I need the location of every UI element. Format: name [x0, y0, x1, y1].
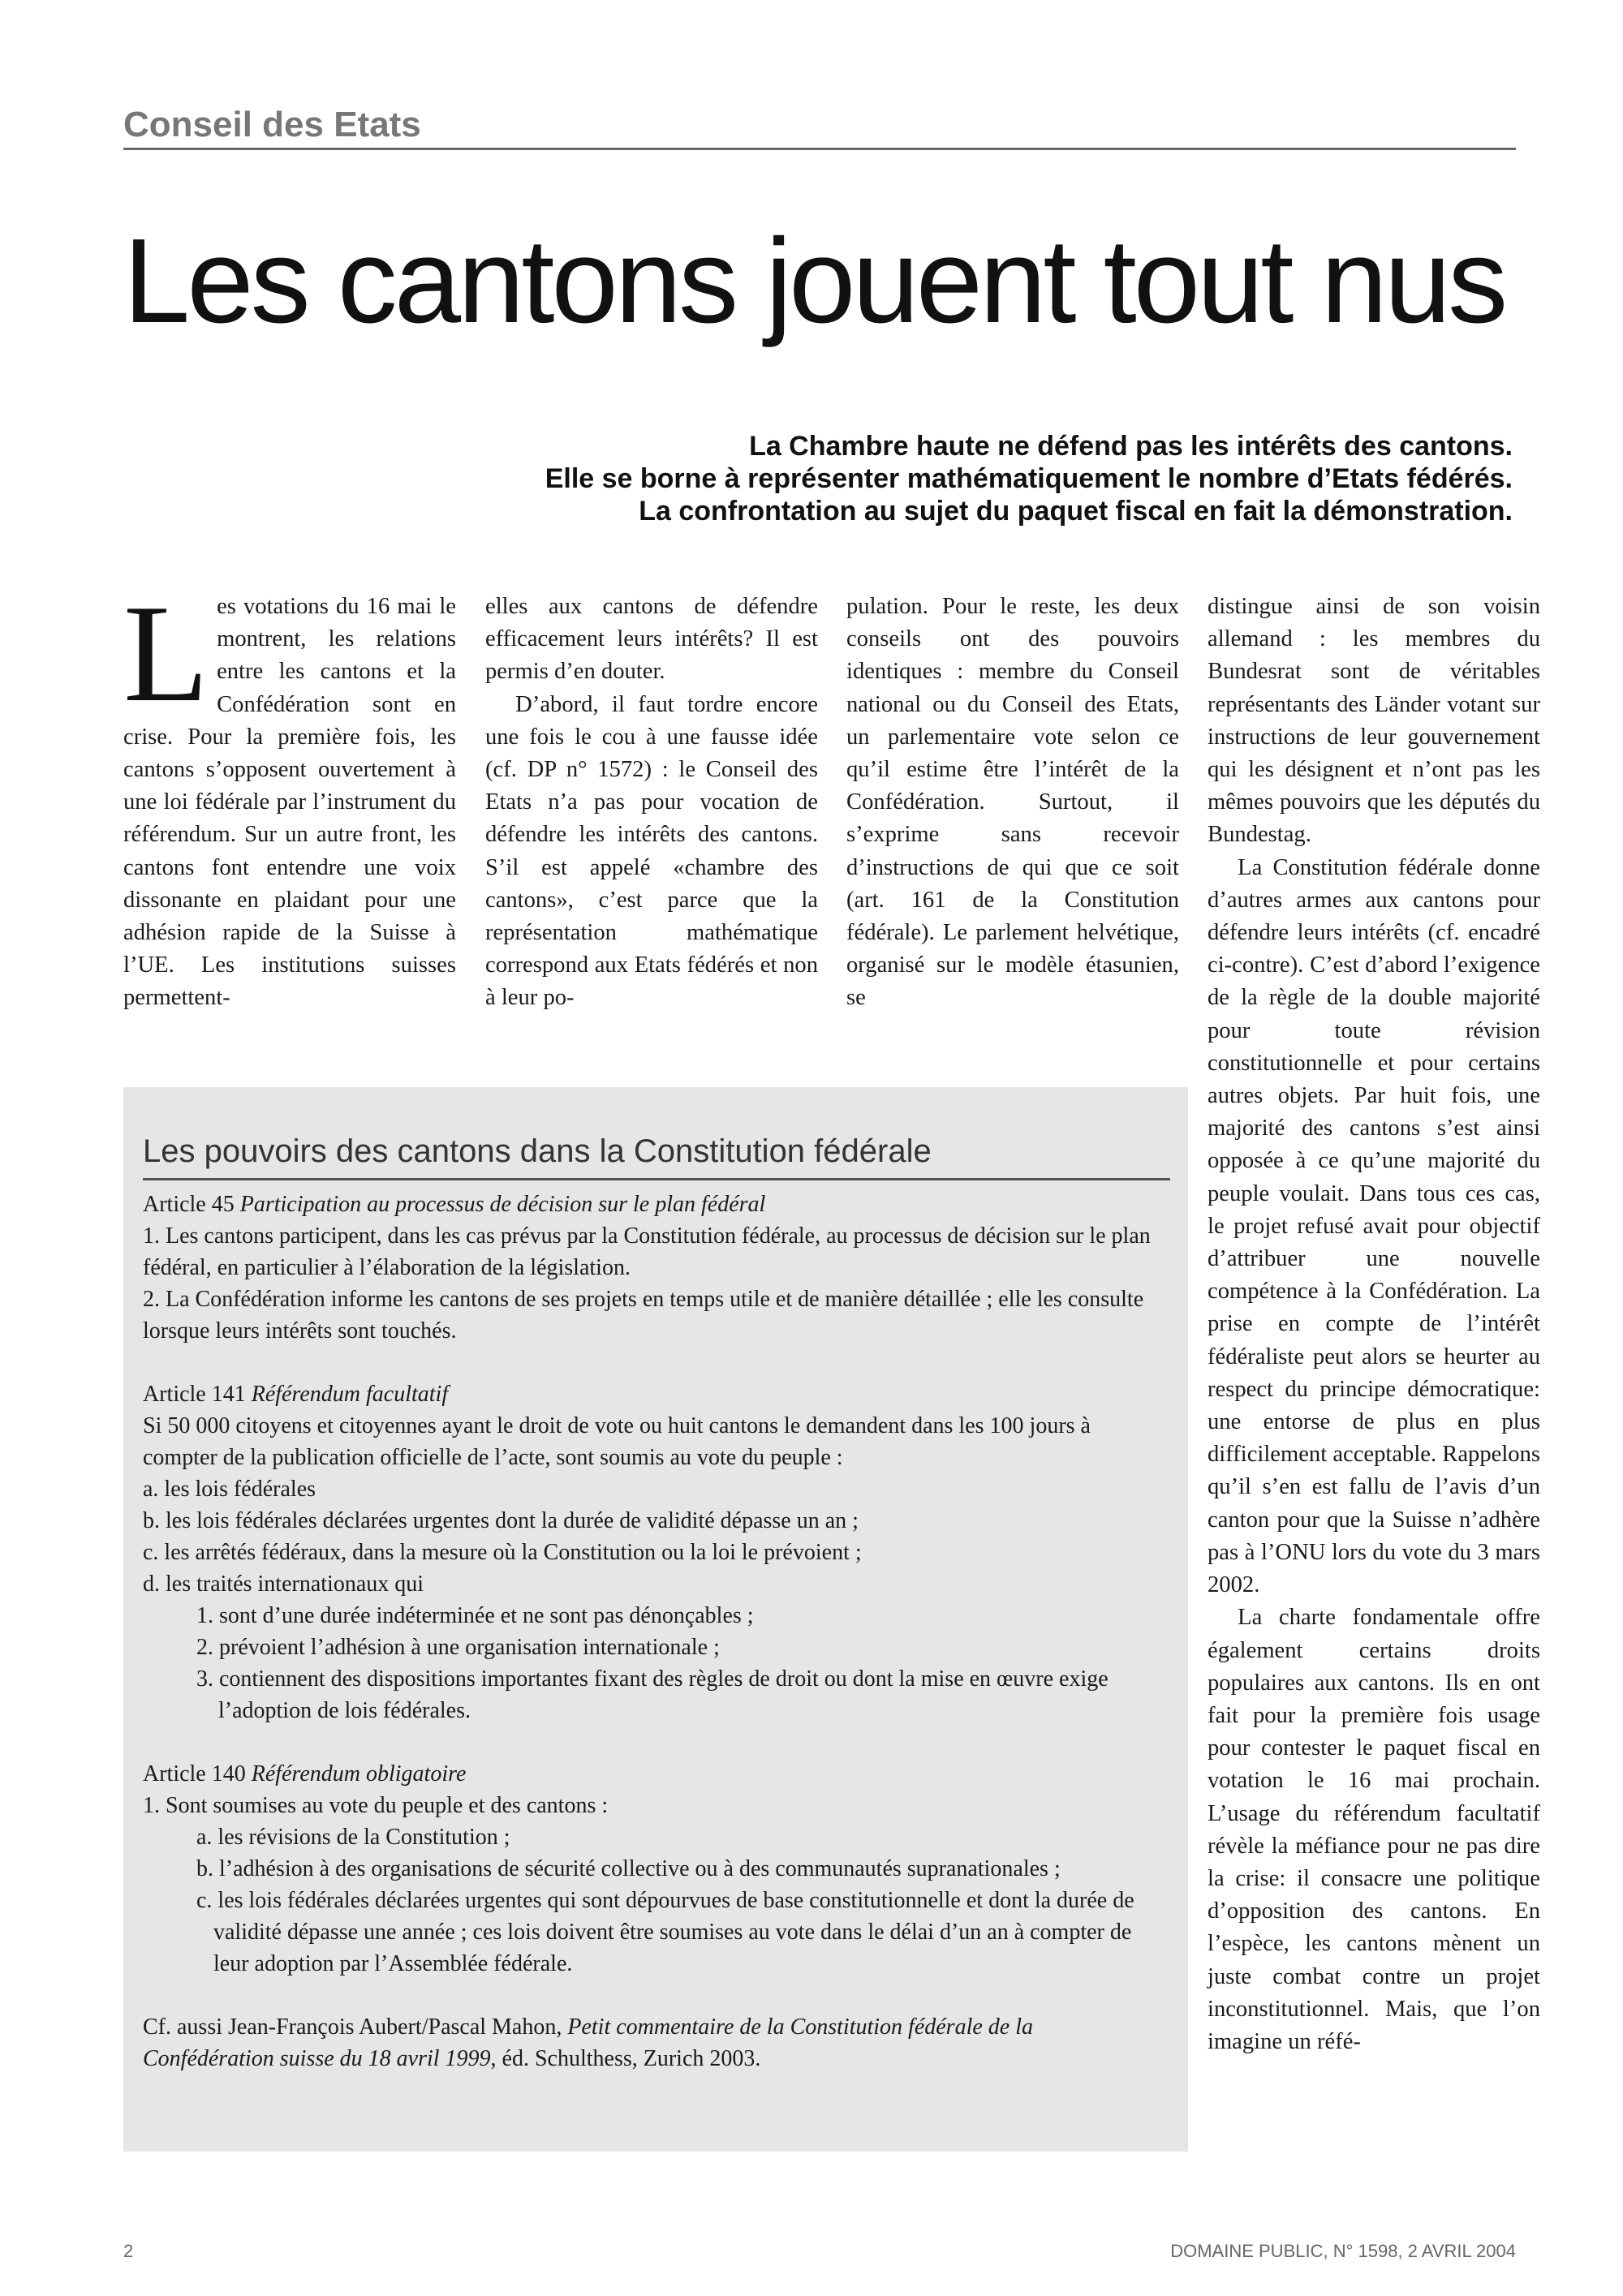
article-number: Article 140: [143, 1761, 252, 1786]
page-number: 2: [123, 2241, 134, 2261]
article-45-clause-1: 1. Les cantons participent, dans les cas prévus par la Constitution fédérale, au processus de décision sur le plan fédéral, en particulier à l’élaboration de la législation.: [143, 1223, 1151, 1280]
article-headline: Les cantons jouent tout nus: [123, 214, 1505, 348]
drop-cap: L: [123, 577, 209, 731]
paragraph: D’abord, il faut tordre encore une fois le cou à une fausse idée (cf. DP n° 1572) : le Conseil des Etats n’a pas pour vocation de défendre les intérêts des cantons. S’il est appelé «chambre des cantons», c’est parce que la représentation mathématique correspond aux Etats fédérés et non à leur po-: [485, 691, 818, 1011]
article-number: Article 141: [143, 1382, 252, 1407]
sidebar-box: [123, 1087, 1188, 2152]
list-item: c. les arrêtés fédéraux, dans la mesure où la Constitution ou la loi le prévoient ;: [143, 1540, 862, 1565]
sub-list-item: 2. prévoient l’adhésion à une organisation internationale ;: [196, 1635, 720, 1660]
paragraph: distingue ainsi de son voisin allemand : les membres du Bundesrat sont de véritables représentants des Länder votant sur instructions de leur gouvernement qui les désignent et n’ont pas les mêmes pouvoirs que les députés du Bundestag.: [1208, 594, 1540, 848]
sub-list-item: 1. sont d’une durée indéterminée et ne sont pas dénonçables ;: [196, 1603, 754, 1628]
article-45-heading: [143, 1189, 1169, 1220]
box-title: Les pouvoirs des cantons dans la Constitution fédérale: [143, 1103, 1170, 1180]
article-title: Référendum facultatif: [251, 1382, 449, 1407]
article-number: Article 45: [143, 1192, 240, 1217]
article-column-1: [123, 577, 456, 1015]
article-140-clause-1: 1. Sont soumises au vote du peuple et des cantons :: [143, 1793, 609, 1818]
sub-list-item: c. les lois fédérales déclarées urgentes qui sont dépourvues de base constitutionnelle et dont la durée de validité dépasse une année ; ces lois doivent être soumises au vote dans le délai d’un an à compter de leur adoption par l’Assemblée fédérale.: [196, 1888, 1134, 1976]
lead-line-3: La confrontation au sujet du paquet fiscal en fait la démonstration.: [639, 496, 1513, 527]
article-column-2: [485, 591, 818, 1015]
article-title: Référendum obligatoire: [251, 1761, 467, 1786]
article-column-4: [1208, 591, 1540, 2058]
paragraph: La charte fondamentale offre également certains droits populaires aux cantons. Ils en ont fait pour la première fois usage pour contester le paquet fiscal en votation le 16 mai prochain. L’usage du référendum facultatif révèle la méfiance pour ne pas dire la crise: il consacre une politique d’opposition des cantons. En l’espèce, les cantons mènent un juste combat contre un projet inconstitutionnel. Mais, que l’on imagine un réfé-: [1208, 1605, 1540, 2054]
list-item: b. les lois fédérales déclarées urgentes dont la durée de validité dépasse un an ;: [143, 1508, 859, 1533]
paragraph: elles aux cantons de défendre efficacement leurs intérêts? Il est permis d’en douter.: [485, 594, 818, 685]
article-title: Participation au processus de décision sur le plan fédéral: [239, 1192, 766, 1217]
reference-publisher: , éd. Schulthess, Zurich 2003.: [490, 2046, 761, 2071]
paragraph: La Constitution fédérale donne d’autres armes aux cantons pour défendre leurs intérêts (cf. encadré ci-contre). C’est d’abord l’exigence de la règle de la double majorité pour toute révision constitutionnelle et pour certains autres objets. Par huit fois, une majorité des cantons s’est ainsi opposée à ce qu’une majorité du peuple voulait. Dans tous ces cas, le projet refusé avait pour objectif d’attribuer une nouvelle compétence à la Confédération. La prise en compte de l’intérêt fédéraliste peut alors se heurter au respect du principe démocratique: une entorse de plus en plus difficilement acceptable. Rappelons qu’il s’en est fallu de l’avis d’un canton pour que la Suisse n’adhère pas à l’ONU lors du vote du 3 mars 2002.: [1208, 854, 1540, 1598]
article-lead: [123, 430, 1513, 527]
list-item: a. les lois fédérales: [143, 1477, 316, 1502]
sub-list-item: a. les révisions de la Constitution ;: [196, 1825, 510, 1850]
box-reference: [143, 2011, 1169, 2075]
reference-authors: Cf. aussi Jean-François Aubert/Pascal Mahon,: [143, 2014, 568, 2040]
article-140-heading: [143, 1758, 1169, 1790]
list-item: d. les traités internationaux qui: [143, 1572, 424, 1597]
article-column-3: [846, 591, 1179, 1015]
article-141-heading: [143, 1378, 1169, 1410]
publication-footer: DOMAINE PUBLIC, N° 1598, 2 AVRIL 2004: [1170, 2241, 1516, 2261]
sub-list-item: b. l’adhésion à des organisations de sécurité collective ou à des communautés supranationales ;: [196, 1856, 1061, 1881]
lead-line-1: La Chambre haute ne défend pas les intérêts des cantons.: [749, 431, 1513, 462]
box-body: [143, 1189, 1169, 2075]
paragraph: pulation. Pour le reste, les deux conseils ont des pouvoirs identiques : membre du Conseil national ou du Conseil des Etats, un parlementaire vote selon ce qu’il estime être l’intérêt de la Confédération. Surtout, il s’exprime sans recevoir d’instructions de qui que ce soit (art. 161 de la Constitution fédérale). Le parlement helvétique, organisé sur le modèle étasunien, se: [846, 594, 1179, 1011]
article-45-clause-2: 2. La Confédération informe les cantons de ses projets en temps utile et de manière détaillée ; elle les consulte lorsque leurs intérêts sont touchés.: [143, 1287, 1144, 1344]
sub-list-item: 3. contiennent des dispositions importantes fixant des règles de droit ou dont la mise en œuvre exige l’adoption de lois fédérales.: [196, 1666, 1109, 1723]
reference-title: Petit commentaire de la Constitution fédérale de la Confédération suisse du 18 avril 1999: [143, 2014, 1033, 2071]
paragraph: [123, 577, 456, 1015]
lead-line-2: Elle se borne à représenter mathématiquement le nombre d’Etats fédérés.: [545, 463, 1513, 494]
paragraph-text: es votations du 16 mai le montrent, les relations entre les cantons et la Confédération sont en crise. Pour la première fois, les cantons s’opposent ouvertement à une loi fédérale par l’instrument du référendum. Sur un autre front, les cantons font entendre une voix dissonante en plaidant pour une adhésion rapide de la Suisse à l’UE. Les institutions suisses permettent-: [123, 594, 456, 1011]
article-141-intro: Si 50 000 citoyens et citoyennes ayant le droit de vote ou huit cantons le demandent dans les 100 jours à compter de la publication officielle de l’acte, sont soumis au vote du peuple :: [143, 1413, 1091, 1470]
section-label: Conseil des Etats: [123, 104, 1516, 150]
